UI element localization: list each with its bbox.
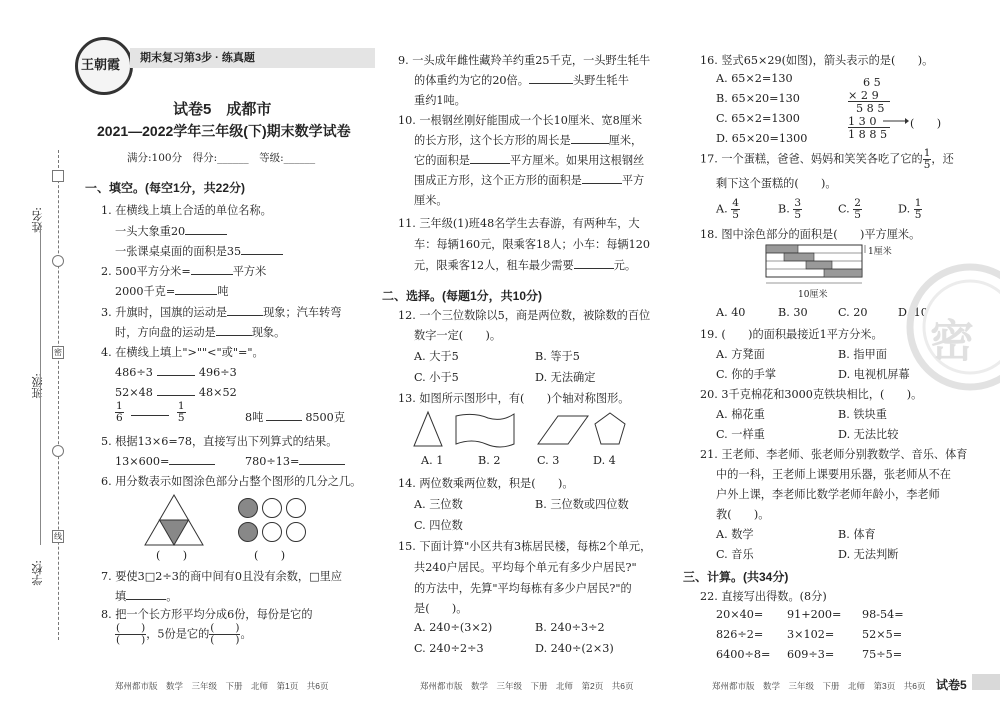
q2-b [115, 283, 228, 299]
denominator: ( ) [210, 634, 240, 646]
q10-l5: 厘米。 [414, 194, 448, 207]
q7-l2-text: 填 [115, 590, 127, 603]
q9-l2b: 头野生牦牛 [572, 74, 629, 87]
q10-l4 [414, 172, 644, 188]
q3-l1a: 3. 升旗时，国旗的运动是 [101, 306, 228, 319]
q4-row3 [115, 401, 186, 424]
q11-l3 [414, 257, 636, 273]
denominator: ( ) [116, 634, 146, 646]
q1-a-text: 一头大象重20 [115, 225, 186, 238]
q6-blank-2[interactable]: ( ) [254, 549, 286, 562]
q1-a [115, 223, 227, 239]
shaded-strip [784, 253, 814, 261]
shaded-strip [824, 269, 862, 277]
fraction [731, 198, 740, 221]
shaded-circle [239, 499, 258, 518]
q10-l4a: 围成正方形，这个正方形的面积是 [414, 174, 582, 187]
q11-l1: 11. 三年级(1)班48名学生去春游，有两种车，大 [398, 217, 640, 230]
q22-stem: 22. 直接写出得数。(8分) [700, 590, 827, 603]
q5-b [245, 453, 345, 468]
answer-blank[interactable] [299, 453, 345, 465]
q14-l1: 14. 两位数乘两位数，积是( )。 [398, 477, 574, 490]
q13-option-d[interactable]: D. 4 [593, 454, 616, 467]
q4-row3b [245, 409, 345, 425]
q12-option-d[interactable]: D. 无法确定 [535, 371, 596, 384]
q7-l2: 填 。 [115, 590, 178, 603]
footer-page-2: 郑州都市版 数学 三年级 下册 北师 第2页 共6页 [420, 681, 634, 691]
q21-l1: 21. 王老师、李老师、张老师分别教数学、音乐、体育 [700, 448, 968, 461]
q3-l2 [115, 324, 285, 340]
q5-a-text: 13×600= [115, 455, 170, 468]
q8-fraction-2[interactable] [209, 623, 240, 646]
q18-option-d[interactable]: D. 10 [898, 306, 928, 319]
q20-option-b[interactable]: B. 铁块重 [838, 408, 887, 421]
denominator: 5 [794, 209, 802, 221]
section-3-heading: 三、计算。(共34分) [683, 570, 789, 584]
q16-l1: 16. 竖式65×29(如图)，箭头表示的是( )。 [700, 54, 934, 67]
q21-option-c[interactable]: C. 音乐 [716, 548, 754, 561]
fraction [914, 198, 923, 221]
vm-line5: 1 8 8 5 [848, 128, 888, 141]
shaded-strip [766, 245, 798, 253]
calc-r1c3[interactable]: 98-54= [862, 608, 904, 621]
calc-r2c3[interactable]: 52×5= [862, 628, 903, 641]
q3-l1b: 现象；汽车转弯 [263, 306, 342, 319]
answer-blank[interactable] [169, 453, 215, 465]
q15-l1: 15. 下面计算"小区共有3栋居民楼，每栋2个单元， [398, 540, 652, 553]
vm-line4: 1 3 0 [848, 115, 877, 128]
q4-c2: 496÷3 [198, 366, 237, 379]
q8-l2: $\frac{( )}{( )}$ ，5份是它的 $\frac{( )}{( )}$ 。 [116, 622, 252, 646]
q13-option-b[interactable]: B. 2 [478, 454, 501, 467]
denominator: 5 [177, 412, 185, 424]
calc-r2c1[interactable]: 826÷2= [716, 628, 764, 641]
q10-l3b: 平方厘米。如果用这根钢丝 [509, 154, 645, 167]
q17-option-a[interactable]: A. $\frac{4}{5}$ [716, 197, 739, 221]
q12-l1: 12. 一个三位数除以5，商是两位数，被除数的百位 [398, 309, 651, 322]
school-label: 学校: [31, 560, 44, 586]
denominator: 5 [923, 159, 931, 171]
q11-l3b: 元。 [613, 259, 637, 272]
score-line: 满分:100分 得分:______ 等级:______ [127, 152, 316, 164]
q2-a2: 平方米 [232, 265, 267, 278]
shaded-circle [239, 523, 258, 542]
answer-blank[interactable] [227, 304, 263, 316]
triangle-shape [414, 412, 442, 446]
q18-height-label: 1厘米 [868, 247, 892, 257]
denominator: 6 [116, 412, 123, 424]
q21-option-b[interactable]: B. 体育 [838, 528, 876, 541]
vm-line3: 5 8 5 [856, 102, 885, 115]
exam-title: 试卷5 成都市 [173, 101, 272, 118]
q15-option-b[interactable]: B. 240÷3÷2 [535, 621, 605, 634]
q14-option-b[interactable]: B. 三位数或四位数 [535, 498, 629, 511]
q20-l1: 20. 3千克棉花和3000克铁块相比，( )。 [700, 388, 923, 401]
calc-r3c3[interactable]: 75÷5= [862, 648, 903, 661]
q10-l2a: 的长方形，这个长方形的周长是 [414, 134, 571, 147]
q2-a [101, 263, 266, 279]
q4-c5: 8吨 [245, 411, 264, 424]
footer-page-3: 郑州都市版 数学 三年级 下册 北师 第3页 共6页 [712, 681, 926, 691]
q14-option-a[interactable]: A. 三位数 [414, 498, 463, 511]
class-underline [40, 395, 41, 545]
fraction-one-sixth [115, 401, 124, 424]
q19-option-c[interactable]: C. 你的手掌 [716, 368, 777, 381]
q17-option-d[interactable]: D. $\frac{1}{5}$ [898, 197, 922, 221]
footer-bar [972, 674, 1000, 690]
paper-tag: 试卷5 [936, 678, 967, 692]
curved-quad-shape [456, 414, 514, 447]
denominator: 5 [914, 209, 922, 221]
class-label: 班级: [31, 373, 44, 399]
q19-option-b[interactable]: B. 指甲面 [838, 348, 887, 361]
vm-paren[interactable]: ( ) [910, 117, 942, 130]
q17-l1 [700, 148, 954, 171]
q16-option-d[interactable]: D. 65×20=1300 [716, 132, 808, 145]
fraction [793, 198, 802, 221]
q4-c4: 48×52 [198, 386, 237, 399]
numerator: 2 [854, 197, 861, 209]
fraction-one-fifth [177, 401, 186, 424]
numerator: ( ) [116, 622, 146, 634]
q11-l3a: 元，限乘客12人，租车最少需要 [414, 259, 574, 272]
q4-stem: 4. 在横线上填上">""<"或"="。 [101, 346, 264, 359]
logo-text: 王朝霞 [81, 58, 121, 73]
q18-option-c[interactable]: C. 20 [838, 306, 868, 319]
q15-l2: 共240户居民。平均每个单元有多少户居民?" [414, 561, 637, 574]
q17-option-c[interactable]: C. $\frac{2}{5}$ [838, 197, 861, 221]
calc-r3c2[interactable]: 609÷3= [787, 648, 835, 661]
q13-option-c[interactable]: C. 3 [537, 454, 560, 467]
answer-blank[interactable] [216, 324, 252, 336]
line-mark: 线 [54, 532, 62, 541]
answer-blank[interactable] [191, 263, 233, 275]
calc-r3c1[interactable]: 6400÷8= [716, 648, 771, 661]
q9-l1: 9. 一头成年雌性藏羚羊约重25千克，一头野生牦牛 [398, 54, 651, 67]
fraction [853, 198, 862, 221]
q4-c3: 52×48 [115, 386, 153, 399]
q15-option-c[interactable]: C. 240÷2÷3 [414, 642, 484, 655]
numerator: 3 [794, 197, 802, 209]
q12-option-a[interactable]: A. 大于5 [414, 350, 459, 363]
margin-mark [52, 255, 64, 267]
answer-blank[interactable] [470, 152, 510, 164]
circle [287, 499, 306, 518]
vm-line2: × 2 9 [848, 89, 879, 102]
answer-blank[interactable] [529, 72, 573, 84]
answer-blank[interactable] [582, 172, 622, 184]
q13-shapes [412, 410, 632, 450]
denominator: 5 [732, 209, 739, 221]
q7-l1: 7. 要使3□2÷3的商中间有0且没有余数，□里应 [101, 570, 343, 583]
q2-a1: 2. 500平方分米= [101, 265, 191, 278]
q10-l1: 10. 一根钢丝刚好能围成一个长10厘米、宽8厘米 [398, 114, 643, 127]
circle [263, 499, 282, 518]
q12-l2: 数字一定( )。 [414, 329, 502, 342]
vm-line1: 6 5 [863, 76, 881, 89]
q10-l2 [414, 132, 642, 148]
q4-row1 [115, 364, 237, 379]
q19-option-a[interactable]: A. 方凳面 [716, 348, 765, 361]
seal-mark: 密 [54, 348, 62, 357]
exam-subtitle: 2021—2022学年三年级(下)期末数学试卷 [97, 123, 351, 139]
q1-stem: 1. 在横线上填上合适的单位名称。 [101, 204, 272, 217]
section-1-heading: 一、填空。(每空1分，共22分) [85, 181, 246, 195]
q4-c6: 8500克 [305, 411, 345, 424]
numerator: 1 [923, 147, 931, 159]
shaded-strip [806, 261, 832, 269]
q16-option-c[interactable]: C. 65×2=1300 [716, 112, 800, 125]
q10-l3a: 它的面积是 [414, 154, 470, 167]
q15-l3: 的方法中，先算"平均每栋有多少户居民?"的 [414, 582, 632, 595]
answer-blank[interactable] [131, 404, 169, 416]
margin-mark [52, 170, 64, 182]
q12-option-c[interactable]: C. 小于5 [414, 371, 459, 384]
q15-l4: 是( )。 [414, 602, 468, 615]
q14-option-c[interactable]: C. 四位数 [414, 519, 463, 532]
banner: 期末复习第3步 · 练真题 [130, 48, 375, 68]
q1-b [115, 243, 283, 259]
q18-width-label: 10厘米 [798, 287, 827, 300]
answer-blank[interactable] [157, 364, 195, 376]
q21-option-d[interactable]: D. 无法判断 [838, 548, 899, 561]
q17-l2: 剩下这个蛋糕的( )。 [716, 177, 837, 190]
margin-mark [52, 445, 64, 457]
q9-l2 [414, 72, 629, 88]
q9-l2a: 的体重约为它的20倍。 [414, 74, 529, 87]
answer-blank[interactable] [126, 588, 166, 600]
q19-option-d[interactable]: D. 电视机屏幕 [838, 368, 910, 381]
q18-figure [766, 245, 866, 290]
q8-l1: 8. 把一个长方形平均分成6份，每份是它的 [101, 608, 313, 621]
q6-blank-1[interactable]: ( ) [156, 549, 188, 562]
q6-triangle-figure [143, 493, 205, 547]
q6-stem: 6. 用分数表示如图涂色部分占整个图形的几分之几。 [101, 475, 362, 488]
q2-b1: 2000千克= [115, 285, 176, 298]
calc-r1c2[interactable]: 91+200= [787, 608, 842, 621]
answer-blank[interactable] [241, 243, 283, 255]
answer-blank[interactable] [571, 132, 609, 144]
pentagon-shape [595, 413, 625, 444]
q13-option-a[interactable]: A. 1 [421, 454, 444, 467]
denominator: 5 [854, 209, 861, 221]
q6-circles-figure [237, 497, 307, 543]
q16-option-a[interactable]: A. 65×2=130 [716, 72, 793, 85]
q20-option-c[interactable]: C. 一样重 [716, 428, 765, 441]
parallelogram-shape [538, 416, 588, 444]
q15-option-a[interactable]: A. 240÷(3×2) [414, 621, 493, 634]
q18-option-a[interactable]: A. 40 [716, 306, 746, 319]
footer-page-1: 郑州都市版 数学 三年级 下册 北师 第1页 共6页 [115, 681, 329, 691]
q17-l1b: ，还 [931, 152, 954, 166]
q3-l2a: 时，方向盘的运动是 [115, 326, 216, 339]
q8-mid: ，5份是它的 [146, 627, 210, 641]
q20-option-a[interactable]: A. 棉花重 [716, 408, 765, 421]
q21-option-a[interactable]: A. 数学 [716, 528, 754, 541]
calc-r1c1[interactable]: 20×40= [716, 608, 764, 621]
answer-blank[interactable] [574, 257, 614, 269]
cut-line [58, 150, 59, 640]
q21-l2: 中的一科，王老师上课要用乐器，张老师从不在 [716, 468, 951, 481]
q20-option-d[interactable]: D. 无法比较 [838, 428, 899, 441]
answer-blank[interactable] [175, 283, 217, 295]
section-2-heading: 二、选择。(每题1分，共10分) [382, 289, 543, 303]
q5-stem: 5. 根据13×6=78，直接写出下列算式的结果。 [101, 435, 338, 448]
q18-option-b[interactable]: B. 30 [778, 306, 808, 319]
numerator: 1 [914, 197, 922, 209]
q11-l2: 车：每辆160元，限乘客18人；小车：每辆120 [414, 238, 650, 251]
q21-l3: 户外上课，李老师比数学老师年龄小，李老师 [716, 488, 940, 501]
q8-fraction-1[interactable] [115, 623, 146, 646]
answer-blank[interactable] [185, 223, 227, 235]
q17-l1-text: 17. 一个蛋糕，爸爸、妈妈和笑笑各吃了它的 [700, 152, 923, 166]
q18-l1: 18. 图中涂色部分的面积是( )平方厘米。 [700, 228, 921, 241]
name-label: 姓名: [31, 207, 44, 233]
q10-l3 [414, 152, 644, 168]
q19-l1: 19. ( )的面积最接近1平方分米。 [700, 328, 883, 341]
numerator: 4 [732, 197, 739, 209]
numerator: ( ) [210, 622, 240, 634]
q4-c1: 486÷3 [115, 366, 153, 379]
q3-l2b: 现象。 [251, 326, 286, 339]
q5-b-text: 780÷13= [245, 455, 300, 468]
calc-r2c2[interactable]: 3×102= [787, 628, 835, 641]
q16-option-b[interactable]: B. 65×20=130 [716, 92, 800, 105]
q12-option-b[interactable]: B. 等于5 [535, 350, 580, 363]
seal-char: 密 [930, 316, 974, 367]
q10-l4b: 平方 [621, 174, 645, 187]
circle [263, 523, 282, 542]
q15-option-d[interactable]: D. 240÷(2×3) [535, 642, 614, 655]
q17-option-b[interactable]: B. $\frac{3}{5}$ [778, 197, 802, 221]
q10-l2b: 厘米， [608, 134, 643, 147]
q1-b-text: 一张课桌桌面的面积是35 [115, 245, 242, 258]
circle [287, 523, 306, 542]
q3-l1 [101, 304, 341, 320]
q9-l3: 重约1吨。 [414, 94, 466, 107]
numerator: 1 [177, 400, 185, 412]
arrow-icon [883, 115, 909, 127]
answer-blank[interactable] [266, 409, 302, 421]
q21-l4: 教( )。 [716, 508, 770, 521]
numerator: 1 [116, 400, 123, 412]
answer-blank[interactable] [157, 384, 195, 396]
q4-row2 [115, 384, 237, 399]
q13-l1: 13. 如图所示图形中，有( )个轴对称图形。 [398, 392, 630, 405]
q5-a [115, 453, 215, 468]
q2-b2: 吨 [217, 285, 229, 298]
